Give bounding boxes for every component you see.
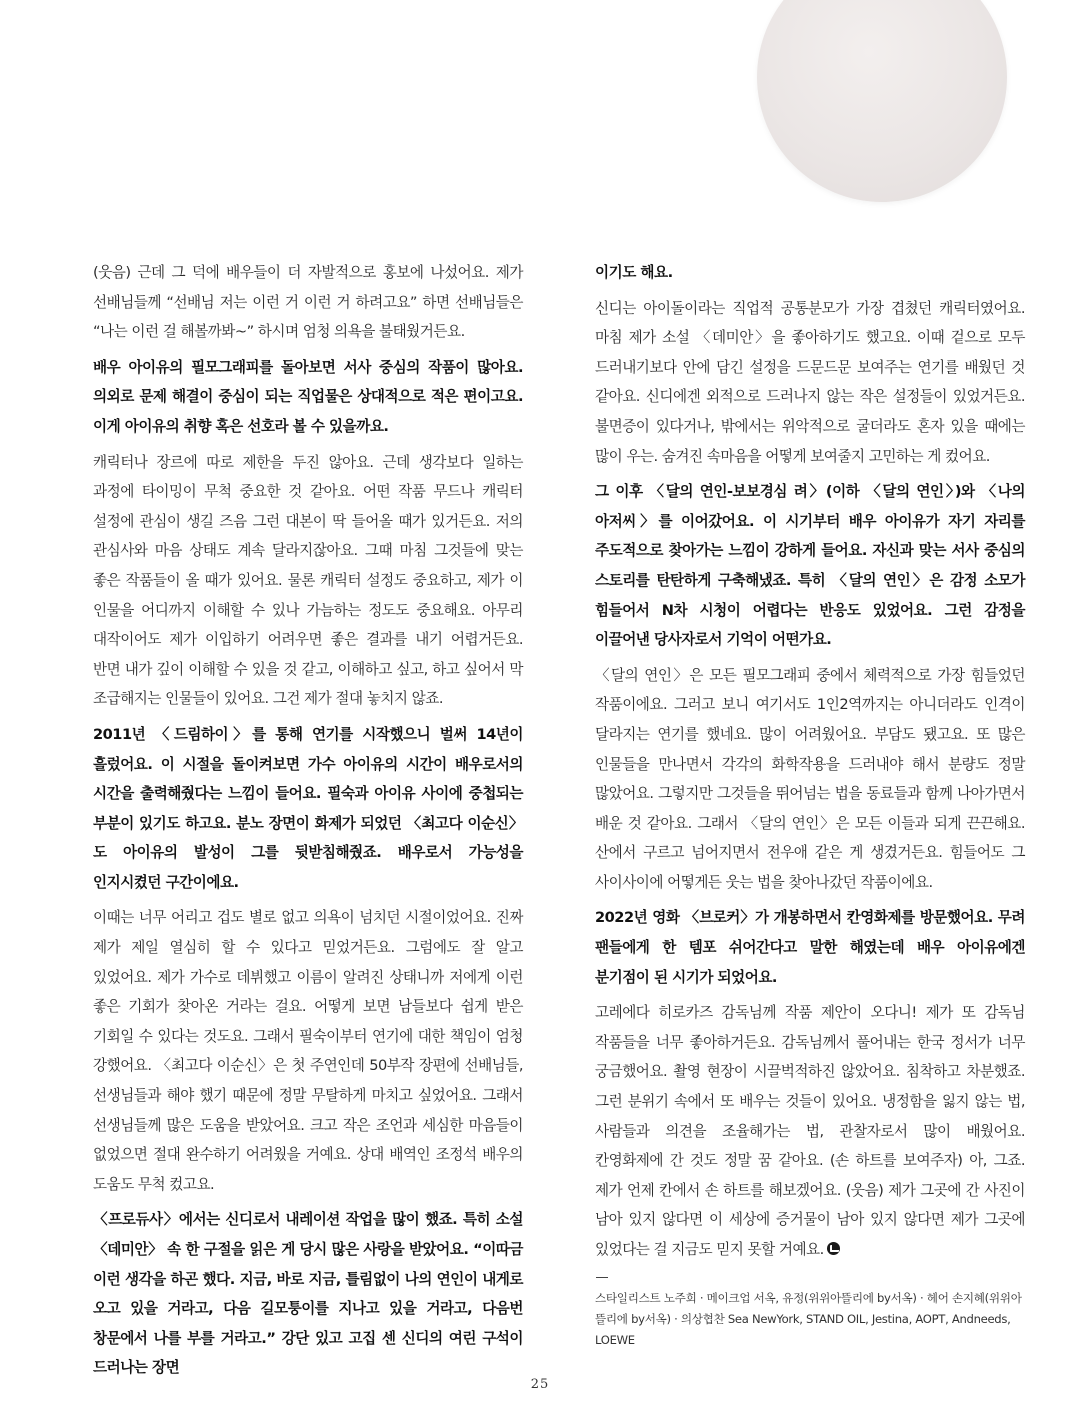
question-paragraph: 2022년 영화 〈브로커〉가 개봉하면서 칸영화제를 방문했어요. 무려 팬들에게 한 템포 쉬어간다고 말한 해였는데 배우 아이유에겐 분기점이 된 시기가 되었어요. bbox=[595, 909, 1025, 986]
final-answer-text: 고레에다 히로카즈 감독님께 작품 제안이 오다니! 제가 또 감독님 작품들을 너무 좋아하거든요. 감독님께서 풀어내는 한국 정서가 너무 궁금했어요. 촬영 현장이 시끌벅적하진 않았어요. 침착하고 차분했죠. 그런 분위기 속에서 또 배우는 것들이 있어요. 냉정함을 잃지 않는 법, 사람들과 의견을 조율해가는 법, 관찰자로서 많이 배웠어요. 칸영화제에 간 것도 정말 꿈 같아요. (손 하트를 보여주자) 아, 그죠. 제가 언제 칸에서 손 하트를 해보겠어요. (웃음) 제가 그곳에 간 사진이 남아 있지 않다면 이 세상에 증거물이 남아 있지 않다면 제가 그곳에 있었다는 걸 지금도 믿지 못할 거예요. bbox=[595, 1004, 1025, 1258]
decorative-circle-photo bbox=[757, 0, 1007, 202]
answer-paragraph: 캐릭터나 장르에 따로 제한을 두진 않아요. 근데 생각보다 일하는 과정에 타이밍이 무척 중요한 것 같아요. 어떤 작품 무드나 캐릭터 설정에 관심이 생길 즈음 그런 대본이 딱 들어올 때가 있거든요. 저의 관심사와 마음 상태도 계속 달라지잖아요. 그때 마침 그것들에 맞는 좋은 작품들이 올 때가 있어요. 물론 캐릭터 설정도 중요하고, 제가 이 인물을 어디까지 이해할 수 있나 가늠하는 정도도 중요해요. 아무리 대작이어도 제가 이입하기 어려우면 좋은 결과를 내기 어렵거든요. 반면 내가 깊이 이해할 수 있을 것 같고, 이해하고 싶고, 하고 싶어서 막 조급해지는 인물들이 있어요. 그건 제가 절대 놓치지 않죠. bbox=[93, 453, 523, 708]
question-paragraph: 〈프로듀사〉에서는 신디로서 내레이션 작업을 많이 했죠. 특히 소설 〈데미안〉 속 한 구절을 읽은 게 당시 많은 사랑을 받았어요. “이따금 이런 생각을 하곤 했다. 지금, 바로 지금, 틀림없이 나의 연인이 내게로 오고 있을 거라고, 다음 길모퉁이를 지나고 있을 거라고, 다음번 창문에서 나를 부를 거라고.” 강단 있고 고집 센 신디의 여린 구석이 드러나는 장면 bbox=[93, 1211, 523, 1377]
answer-paragraph: (웃음) 근데 그 덕에 배우들이 더 자발적으로 홍보에 나섰어요. 제가 선배님들께 “선배님 저는 이런 거 이런 거 하려고요” 하면 선배님들은 “나는 이런 걸 해볼까봐~” 하시며 엄청 의욕을 불태웠거든요. bbox=[93, 264, 523, 341]
left-column bbox=[93, 258, 523, 1389]
end-mark-icon bbox=[827, 1242, 840, 1255]
answer-paragraph: 신디는 아이돌이라는 직업적 공통분모가 가장 겹쳤던 캐릭터였어요. 마침 제가 소설 〈데미안〉을 좋아하기도 했고요. 이때 겉으로 모두 드러내기보다 안에 담긴 설정을 드문드문 보여주는 연기를 배웠던 것 같아요. 신디에겐 외적으로 드러나지 않는 작은 설정들이 있었거든요. 불면증이 있다거나, 밖에서는 위악적으로 굴더라도 혼자 있을 때에는 많이 우는. 숨겨진 속마음을 어떻게 보여줄지 고민하는 게 컸어요. bbox=[595, 299, 1025, 465]
answer-paragraph: 이때는 너무 어리고 겁도 별로 없고 의욕이 넘치던 시절이었어요. 진짜 제가 제일 열심히 할 수 있다고 믿었거든요. 그럼에도 잘 알고 있었어요. 제가 가수로 데뷔했고 이름이 알려진 상태니까 저에게 이런 좋은 기회가 찾아온 거라는 걸요. 어떻게 보면 남들보다 쉽게 받은 기회일 수 있다는 것도요. 그래서 필숙이부터 연기에 대한 책임이 엄청 강했어요. 〈최고다 이순신〉은 첫 주연인데 50부작 장편에 선배님들, 선생님들과 해야 했기 때문에 정말 무탈하게 마치고 싶었어요. 그래서 선생님들께 많은 도움을 받았어요. 크고 작은 조언과 세심한 마음들이 없었으면 절대 완수하기 어려웠을 거예요. 상대 배역인 조정석 배우의 도움도 무척 컸고요. bbox=[93, 909, 523, 1193]
credits-text: 스타일리스트 노주희 · 메이크업 서옥, 유정(위위아뜰리에 by서옥) · 헤어 손지혜(위위아뜰리에 by서옥) · 의상협찬 Sea NewYork, STAND OIL, Jestina, AOPT, Andneeds, LOEWE bbox=[595, 1290, 1022, 1347]
right-column bbox=[595, 258, 1025, 1351]
credits-divider bbox=[596, 1277, 608, 1278]
question-paragraph: 배우 아이유의 필모그래피를 돌아보면 서사 중심의 작품이 많아요. 의외로 문제 해결이 중심이 되는 직업물은 상대적으로 적은 편이고요. 이게 아이유의 취향 혹은 선호라 볼 수 있을까요. bbox=[93, 358, 523, 435]
answer-paragraph-final bbox=[595, 998, 1025, 1264]
question-paragraph-continued: 이기도 해요. bbox=[595, 264, 673, 281]
question-paragraph: 2011년 〈드림하이〉를 통해 연기를 시작했으니 벌써 14년이 흘렀어요. 이 시절을 돌이켜보면 가수 아이유의 시간이 배우로서의 시간을 출력해줬다는 느낌이 들어요. 필숙과 아이유 사이에 중첩되는 부분이 있기도 하고요. 분노 장면이 화제가 되었던 〈최고다 이순신〉도 아이유의 발성이 그를 뒷받침해줬죠. 배우로서 가능성을 인지시켰던 구간이에요. bbox=[93, 725, 523, 891]
page-number: 25 bbox=[530, 1377, 550, 1392]
answer-paragraph: 〈달의 연인〉은 모든 필모그래피 중에서 체력적으로 가장 힘들었던 작품이에요. 그러고 보니 여기서도 1인2역까지는 아니더라도 인격이 달라지는 연기를 했네요. 많이 어려웠어요. 부담도 됐고요. 또 많은 인물들을 만나면서 각각의 화학작용을 드러내야 해서 분량도 정말 많았어요. 그렇지만 그것들을 뛰어넘는 법을 동료들과 함께 나아가면서 배운 것 같아요. 그래서 〈달의 연인〉은 모든 이들과 되게 끈끈해요. 산에서 구르고 넘어지면서 전우애 같은 게 생겼거든요. 힘들어도 그 사이사이에 어떻게든 웃는 법을 찾아나갔던 작품이에요. bbox=[595, 666, 1025, 891]
question-paragraph: 그 이후 〈달의 연인-보보경심 려〉(이하 〈달의 연인〉)와 〈나의 아저씨〉를 이어갔어요. 이 시기부터 배우 아이유가 자기 자리를 주도적으로 찾아가는 느낌이 강하게 들어요. 자신과 맞는 서사 중심의 스토리를 탄탄하게 구축해냈죠. 특히 〈달의 연인〉은 감정 소모가 힘들어서 N차 시청이 어렵다는 반응도 있었어요. 그런 감정을 이끌어낸 당사자로서 기억이 어떤가요. bbox=[595, 483, 1025, 649]
